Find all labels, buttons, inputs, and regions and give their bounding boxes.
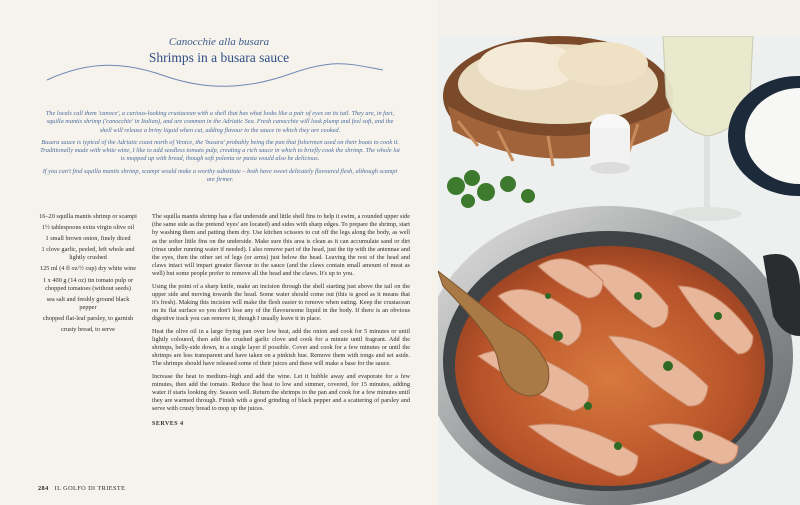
- method-step: Heat the olive oil in a large frying pan over low heat, add the onion and cook for 5 minutes or until lightly coloured, then add the crushed garlic clove and cook for a minute until fragrant. Add the shrimps, belly-side down, in a single layer if possible. Cover and cook for a few minutes or until the shrimps are less transparent and have taken on a pinkish hue. Remove them with tongs and set aside. The shrimps should have released some of their juices and these will make a base for the sauce.: [152, 327, 410, 368]
- salt-shaker: [590, 114, 630, 174]
- decorative-wave: [45, 56, 385, 96]
- ingredient: chopped flat-leaf parsley, to garnish: [42, 314, 134, 322]
- ingredient: 125 ml (4 fl oz/½ cup) dry white wine: [39, 265, 136, 273]
- intro-paragraph: If you can't find squilla mantis shrimp, scampi would make a worthy substitute – both have sweet delicately flavoured flesh, although scampi are firmer.: [42, 167, 398, 184]
- serves-label: SERVES 4: [152, 420, 184, 427]
- page-footer: [38, 485, 125, 492]
- ingredient: 1½ tablespoons extra virgin olive oil: [41, 224, 135, 232]
- intro-paragraph: Busara sauce is typical of the Adriatic coast north of Venice, the 'busara' probably being the pan that fishermen used on their boats to cook it. Traditionally made with white wine, I like to add seedless tomato pulp, creating a rich sauce in which to briefly cook the shrimp. The whole lot is mopped up with bread, though soft polenta or pasta would also be delicious.: [40, 138, 400, 163]
- intro-text: [40, 110, 400, 188]
- ingredient: crusty bread, to serve: [61, 326, 115, 334]
- intro-paragraph: The locals call them 'canoce', a curious-looking crustacean with a shell that has what looks like a pair of eyes on its tail. They are, in fact, squilla mantis shrimp ('canocchie' in Italian), and are common in the Adriatic Sea. Fresh canocchie will look plump and feel soft, and the shell will release a briny liquid when cut, adding flavour to the sauce in which they are cooked.: [45, 110, 395, 134]
- method-step: The squilla mantis shrimp has a flat underside and little shell fins to help it swim, a rounded upper side (the same side as the pretend 'eyes' are located) and sides with sharp edges. To prepare the shrimp, start by washing them and patting them dry. Use kitchen scissors to cut off the legs along the body, as well as the softer little fins on the underside. Make sure this area is clean as it can accumulate sand or dirt (rinse under running water if needed). I also remove part of the head, just the tip with the antennae and the eyes, then the other set of legs (or arms) just below the head. Leaving the rest of the head and claws intact will impart greater flavour to the sauce (and the claws contain small amount of meat as well) but some people prefer to remove all the head and the claws. It's up to you.: [152, 213, 410, 278]
- italian-title: Canocchie alla busara: [168, 36, 270, 48]
- page-number: 284: [38, 485, 49, 492]
- method-text: [152, 213, 410, 428]
- ingredient: sea salt and freshly ground black pepper: [46, 295, 130, 311]
- ingredient: 16–20 squilla mantis shrimp or scampi: [39, 213, 137, 220]
- method-step: Using the point of a sharp knife, make an incision through the shell starting just above the tail on the upper side and moving towards the head. Some water should come out (this is good as it means that it's fresh). Making this incision will make the flesh easier to remove when eating. Keep the crustacean on its flat surface so you don't lose any of the flavoursome liquid in the body. If there is an obvious digestive track you can remove it, though I usually leave it in place.: [152, 282, 410, 323]
- section-name: IL GOLFO DI TRIESTE: [54, 485, 126, 492]
- ingredient: 1 clove garlic, peeled, left whole and lightly crushed: [41, 246, 135, 262]
- ingredient: 1 x 400 g (14 oz) tin tomato pulp or chopped tomatoes (without seeds): [42, 276, 134, 292]
- ingredient: 1 small brown onion, finely diced: [45, 235, 131, 243]
- ingredients-list: [38, 213, 138, 337]
- english-title: Shrimps in a busara sauce: [148, 50, 290, 65]
- method-step: Increase the heat to medium–high and add the wine. Let it bubble away and evaporate for a few minutes, then add the tomato. Reduce the heat to low and simmer, covered, for 15 minutes, adding water if starts looking dry. Season well. Return the shrimps to the pan and cook for a few minutes until they are warmed through. Finish with a good grinding of black pepper and a scattering of parsley and serve with crusty bread to mop up the juices.: [152, 372, 410, 413]
- dish-photo: [438, 36, 800, 505]
